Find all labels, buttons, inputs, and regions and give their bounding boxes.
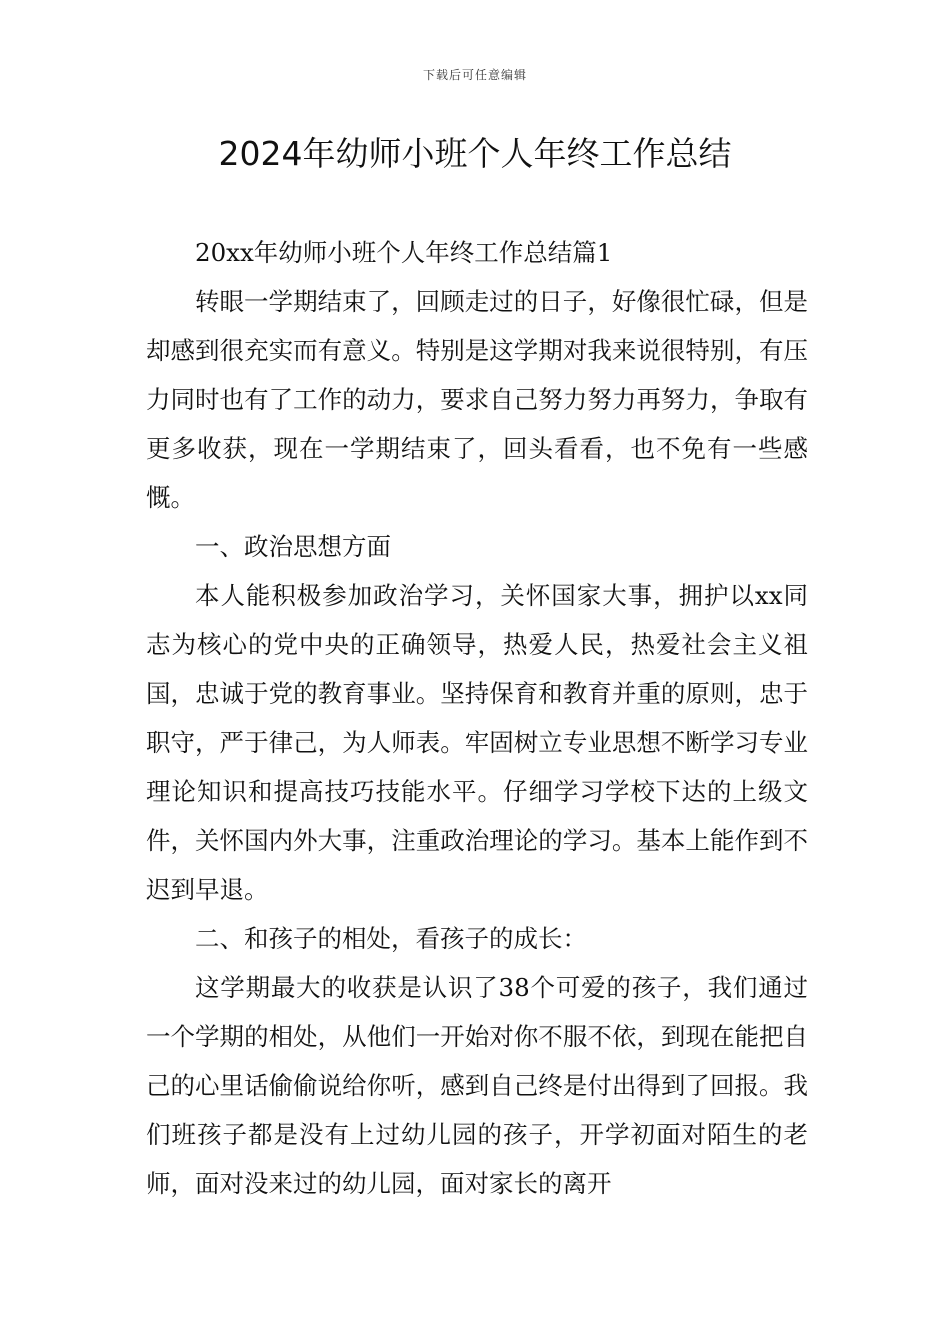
- document-title: 2024年幼师小班个人年终工作总结: [218, 134, 732, 173]
- body-paragraph: 本人能积极参加政治学习，关怀国家大事，拥护以xx同志为核心的党中央的正确领导，热爱人民，热爱社会主义祖国，忠诚于党的教育事业。坚持保育和教育并重的原则，忠于职守，严于律己，为人师表。牢固树立专业思想不断学习专业理论知识和提高技巧技能水平。仔细学习学校下达的上级文件，关怀国内外大事，注重政治理论的学习。基本上能作到不迟到早退。: [146, 581, 808, 904]
- body-paragraph: 转眼一学期结束了，回顾走过的日子，好像很忙碌，但是却感到很充实而有意义。特别是这学期对我来说很特别，有压力同时也有了工作的动力，要求自己努力努力再努力，争取有更多收获，现在一学期结束了，回头看看，也不免有一些感慨。: [146, 287, 808, 512]
- body-paragraph: 这学期最大的收获是认识了38个可爱的孩子，我们通过一个学期的相处，从他们一开始对你不服不依，到现在能把自己的心里话偷偷说给你听，感到自己终是付出得到了回报。我们班孩子都是没有上过幼儿园的孩子，开学初面对陌生的老师，面对没来过的幼儿园，面对家长的离开: [146, 973, 808, 1198]
- section-heading: 20xx年幼师小班个人年终工作总结篇1: [195, 238, 613, 267]
- header-note: 下载后可任意编辑: [422, 68, 527, 82]
- document-body: [146, 228, 808, 1208]
- section-heading: 二、和孩子的相处，看孩子的成长：: [195, 924, 587, 953]
- section-heading: 一、政治思想方面: [195, 532, 391, 561]
